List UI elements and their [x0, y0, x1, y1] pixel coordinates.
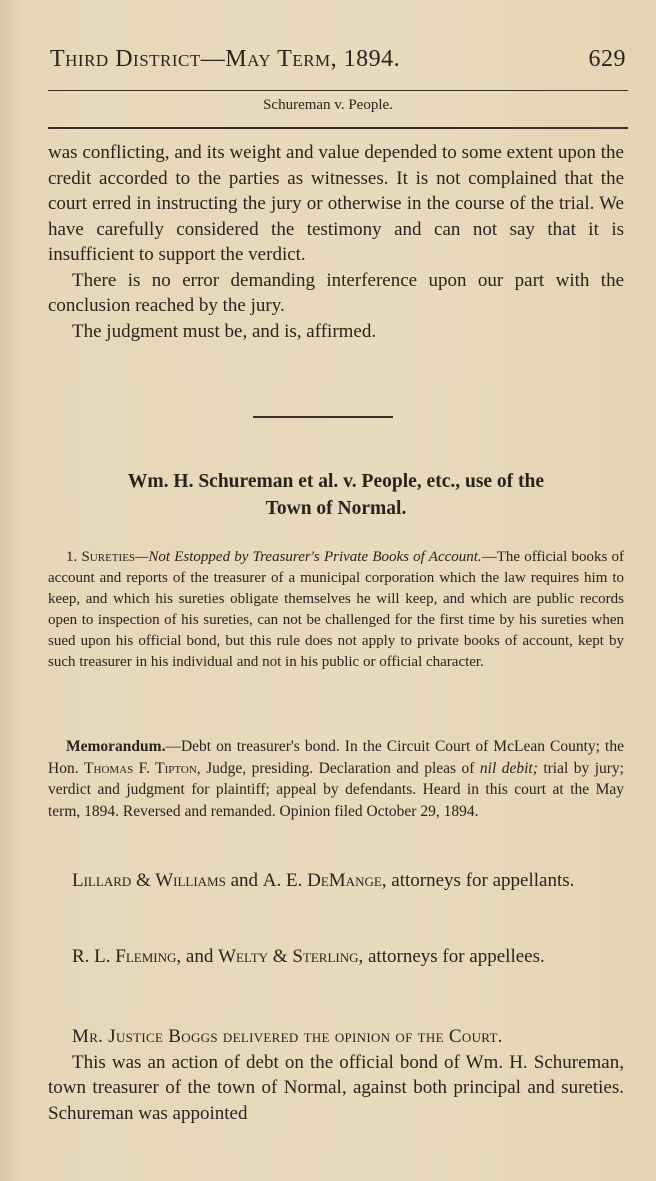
opinion-text: This was an action of debt on the official bond of Wm. H. Schureman, town treasurer of the town of Normal, against both principal and sureties. Schureman was appointed: [48, 1051, 624, 1124]
connector-text: , and: [176, 946, 219, 967]
headnote: [48, 547, 624, 673]
running-title: Third District—May Term, 1894.: [50, 46, 401, 72]
headnote-topic: Sureties: [81, 549, 136, 565]
section-separator: [253, 416, 393, 418]
memorandum-text: —Debt on treasurer's bond. In the Circuit Court of McLean County; the Hon.: [48, 738, 624, 777]
attorney-names: R. L. Fleming: [72, 946, 177, 967]
attorney-names: A. E. DeMange: [262, 870, 382, 891]
opinion-heading: Mr. Justice Boggs delivered the opinion of the Court.: [72, 1026, 503, 1047]
attorney-role: , attorneys for appellees.: [358, 946, 545, 967]
memorandum-text: , Judge, presiding. Declaration and pleas of: [196, 759, 480, 777]
judgment-affirmed: The judgment must be, and is, affirmed.: [72, 320, 377, 342]
case-title-line: Town of Normal.: [265, 498, 407, 519]
case-title: [48, 468, 624, 522]
headnote-number: 1.: [66, 549, 78, 565]
connector-text: and: [225, 870, 263, 891]
prior-opinion-paragraph: There is no error demanding interference upon our part with the conclusion reached by the jury.: [48, 269, 624, 316]
plea-term: nil debit;: [479, 759, 538, 777]
attorneys-for-appellants: [48, 868, 624, 894]
headnote-subtopic: —Not Estopped by Treasurer's Private Books of Account.: [135, 549, 482, 565]
page-number: 629: [588, 46, 626, 72]
attorney-names: Lillard & Williams: [72, 870, 226, 891]
court-opinion: [48, 1024, 624, 1126]
trial-judge: Thomas F. Tipton: [84, 759, 197, 777]
attorneys-for-appellees: [48, 944, 624, 970]
attorney-role: , attorneys for appellants.: [381, 870, 575, 891]
running-header: [50, 46, 626, 73]
prior-opinion-paragraph: was conflicting, and its weight and value depended to some extent upon the credit accorded to the parties as witnesses. It is not complained that the court erred in instructing the jury or otherwise in the course of the trial. We have carefully considered the testimony and can not say that it is insufficient to support the verdict.: [48, 142, 624, 265]
memorandum: [48, 736, 624, 822]
headnote-text: —The official books of account and reports of the treasurer of a municipal corporation which the law requires him to keep, and which his sureties obligate themselves he will keep, and which are public records open to inspection of his sureties, can not be challenged for the first time by his sureties when sued upon his official bond, but this rule does not apply to private books of account, kept by such treasurer in his individual and not in his public or official character.: [48, 549, 624, 670]
memorandum-label: Memorandum.: [66, 738, 166, 755]
header-rule-top: [48, 90, 628, 91]
prior-opinion-conclusion: [48, 140, 624, 344]
case-title-line: Wm. H. Schureman et al. v. People, etc., use of the: [127, 471, 545, 492]
memorandum-text: trial by jury; verdict and judgment for plaintiff; appeal by defendants. Heard in this court at the May term, 1894. Reversed and remanded. Opinion filed October 29, 1894.: [48, 759, 624, 820]
header-rule-bottom: [48, 127, 628, 129]
attorney-names: Welty & Sterling: [218, 946, 359, 967]
case-caption: Schureman v. People.: [263, 97, 393, 113]
